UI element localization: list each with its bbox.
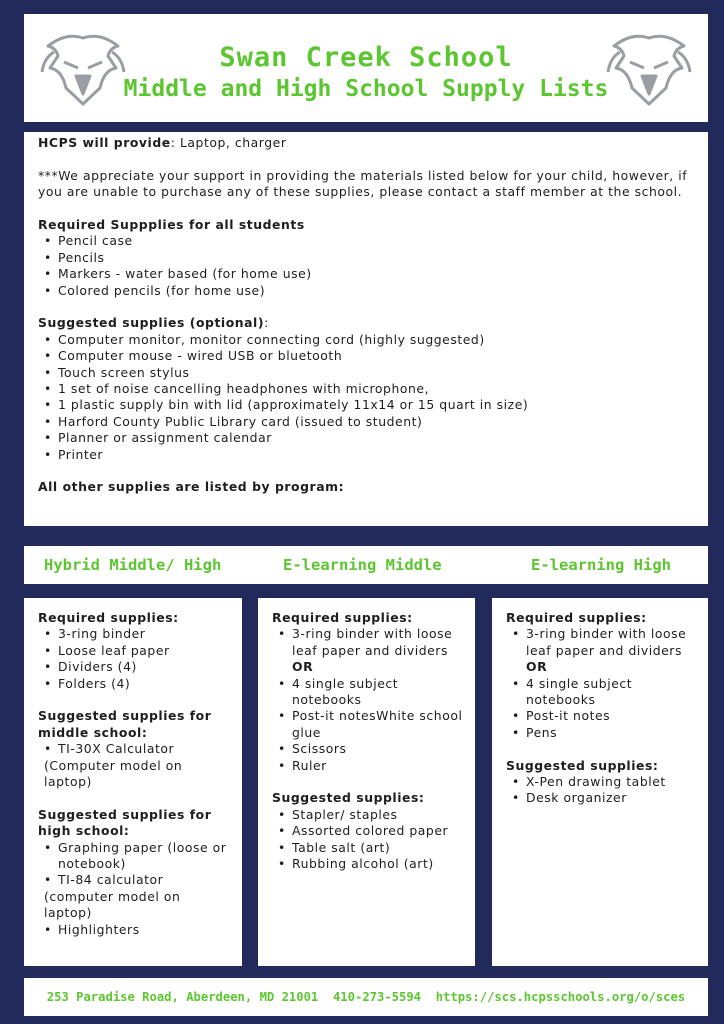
elearning-middle-column [258,598,475,966]
middle-school-heading: Suggested supplies for middle school: [38,708,212,740]
footer-contact [24,978,708,1016]
hcps-value: : Laptop, charger [170,135,287,150]
eagle-mascot-icon [604,28,694,108]
suggested-heading-line [38,315,694,331]
programs-note: All other supplies are listed by program: [38,479,345,495]
heading-elearning-middle: E-learning Middle [283,556,442,574]
list-item: • Ruler [292,758,465,774]
general-supplies-section [24,132,708,526]
list-item: • Colored pencils (for home use) [58,283,694,299]
hcps-label: HCPS will provide [38,135,171,150]
required-list-cont [506,676,698,742]
list-item: • 4 single subject notebooks [292,676,465,709]
list-item: • Post-it notesWhite school glue [292,708,465,741]
required-list [506,626,698,659]
required-heading: Required supplies: [506,610,647,625]
list-item: • TI-30X Calculator [58,741,232,757]
hybrid-column [24,598,242,966]
item-note: (computer model on laptop) [44,888,181,921]
list-item: • Harford County Public Library card (issued to student) [58,414,694,430]
or-label: OR [526,659,548,675]
list-item: • X-Pen drawing tablet [526,774,698,790]
list-item: • Printer [58,447,694,463]
header-banner [24,14,708,122]
required-list [272,626,465,659]
list-item: • 1 set of noise cancelling headphones with microphone, [58,381,694,397]
heading-elearning-high: E-learning High [531,556,671,574]
list-item: • Dividers (4) [58,659,232,675]
high-school-heading: Suggested supplies for high school: [38,806,212,839]
list-item: • Highlighters [58,922,232,938]
required-list [38,626,232,692]
list-item: • Scissors [292,741,465,757]
high-school-list-cont [38,922,232,938]
list-item: • 1 plastic supply bin with lid (approximately 11x14 or 15 quart in size) [58,397,694,413]
list-item: • Rubbing alcohol (art) [292,856,465,872]
suggested-colon: : [264,315,269,331]
required-heading: Required supplies: [272,610,413,625]
list-item: • Stapler/ staples [292,807,465,823]
list-item: • Computer mouse - wired USB or bluetooth [58,348,694,364]
list-item: • Post-it notes [526,708,698,724]
required-heading: Required supplies: [38,610,179,625]
footer-phone: 410-273-5594 [332,990,422,1004]
required-list [38,233,694,299]
list-item: • Assorted colored paper [292,823,465,839]
list-item: • Pencil case [58,233,694,249]
list-item: • TI-84 calculator [58,872,232,888]
hcps-provides-line [38,135,694,151]
list-item: • Loose leaf paper [58,643,232,659]
list-item: • Markers - water based (for home use) [58,266,694,282]
required-list-cont [272,676,465,774]
suggested-list [506,774,698,807]
list-item: • Touch screen stylus [58,365,694,381]
program-headings-band [24,546,708,584]
footer-text [24,990,708,1004]
footer-url[interactable]: https://scs.hcpsschools.org/o/sces [435,990,686,1004]
list-item: • 3-ring binder with loose leaf paper and dividers [292,626,465,659]
suggested-heading: Suggested supplies: [272,790,425,806]
list-item: • Pencils [58,250,694,266]
list-item: • Table salt (art) [292,840,465,856]
list-item: • Planner or assignment calendar [58,430,694,446]
required-heading: Required Suppplies for all students [38,217,305,232]
suggested-heading: Suggested supplies (optional) [38,315,265,331]
high-school-list [38,840,232,889]
suggested-list [38,332,694,463]
school-title: Swan Creek School [219,42,513,73]
footer-address: 253 Paradise Road, Aberdeen, MD 21001 [46,990,319,1004]
list-item: • 3-ring binder [58,626,232,642]
appreciation-note: ***We appreciate your support in providing the materials listed below for your child, however, if you are unable to purchase any of these supplies, please contact a staff member at the school. [38,167,688,200]
heading-hybrid: Hybrid Middle/ High [44,556,222,574]
item-note: (Computer model on laptop) [44,757,183,790]
suggested-list [272,807,465,873]
suggested-heading: Suggested supplies: [506,757,659,773]
list-item: • Pens [526,725,698,741]
or-label: OR [292,659,314,675]
list-item: • Folders (4) [58,676,232,692]
list-item: • Desk organizer [526,790,698,806]
elearning-high-column [492,598,708,966]
list-item: • 3-ring binder with loose leaf paper and dividers [526,626,698,659]
list-item: • 4 single subject notebooks [526,676,698,709]
page-subtitle: Middle and High School Supply Lists [123,76,609,102]
middle-school-list [38,741,232,757]
list-item: • Graphing paper (loose or notebook) [58,840,232,873]
list-item: • Computer monitor, monitor connecting cord (highly suggested) [58,332,694,348]
